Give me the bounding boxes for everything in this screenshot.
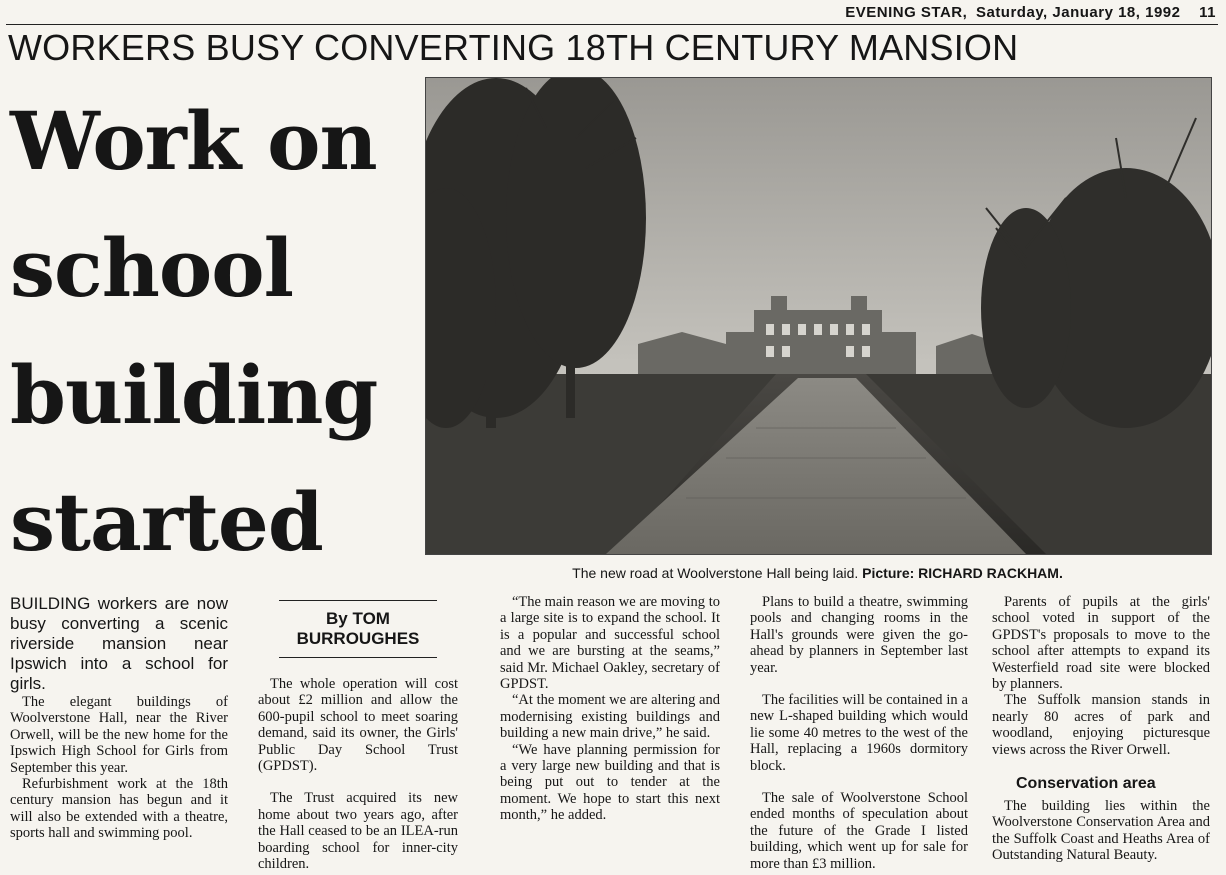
- article-column-3: [500, 594, 720, 824]
- article-column-2: [258, 594, 458, 872]
- article-paragraph: The building lies within the Woolverstone Conservation Area and the Suffolk Coast and Heaths Area of Outstanding Natural Beauty.: [992, 798, 1210, 864]
- photo-credit: Picture: RICHARD RACKHAM.: [862, 565, 1063, 581]
- article-paragraph: The Trust acquired its new home about two years ago, after the Hall ceased to be an ILEA-run boarding school for inner-city children.: [258, 790, 458, 873]
- main-headline: [10, 78, 420, 586]
- article-paragraph: “We have planning permission for a very large new building and that is being put out to tender at the moment. We hope to start this next month,” he added.: [500, 741, 720, 824]
- article-lede: BUILDING workers are now busy converting a scenic riverside mansion near Ipswich into a school for girls.: [10, 594, 228, 693]
- mansion-photo: [425, 77, 1212, 555]
- issue-date: Saturday, January 18, 1992: [975, 4, 1181, 21]
- article-paragraph: The whole operation will cost about £2 million and allow the 600-pupil school to meet soaring demand, said its owner, the Girls' Public Day School Trust (GPDST).: [258, 676, 458, 775]
- article-paragraph: Parents of pupils at the girls' school voted in support of the GPDST's proposals to move to the school after attempts to expand its Westerfield road site were blocked by planners.: [992, 594, 1210, 693]
- article-column-4: [750, 594, 968, 872]
- headline-line: building: [10, 348, 378, 442]
- article-paragraph: Plans to build a theatre, swimming pools and changing rooms in the Hall's grounds were given the go-ahead by planners in September last year.: [750, 594, 968, 676]
- headline-line: Work on: [10, 94, 377, 188]
- masthead: [841, 4, 1216, 21]
- article-paragraph: “The main reason we are moving to a large site is to expand the school. It is a popular and successful school and we are bursting at the seams,” said Mr. Michael Oakley, secretary of GPDST.: [500, 594, 720, 693]
- article-paragraph: The facilities will be contained in a new L-shaped building which would lie some 40 metres to the west of the Hall, replacing a 1960s dormitory block.: [750, 692, 968, 774]
- photo-caption: [425, 565, 1210, 581]
- kicker-headline: WORKERS BUSY CONVERTING 18TH CENTURY MANSION: [8, 27, 1019, 68]
- article-paragraph: The elegant buildings of Woolverstone Hall, near the River Orwell, will be the new home for the Ipswich High School for Girls from September this year.: [10, 694, 228, 776]
- byline-by: By TOM: [326, 609, 390, 628]
- headline-line: school: [10, 221, 294, 315]
- paper-name: EVENING STAR,: [845, 4, 968, 21]
- caption-text: The new road at Woolverstone Hall being laid.: [572, 565, 859, 581]
- article-paragraph: The Suffolk mansion stands in nearly 80 acres of park and woodland, enjoying picturesque views across the River Orwell.: [992, 692, 1210, 758]
- article-paragraph: The sale of Woolverstone School ended months of speculation about the future of the Grade I listed building, which went up for sale for more than £3 million.: [750, 790, 968, 872]
- article-column-1: [10, 594, 228, 842]
- article-paragraph: “At the moment we are altering and modernising existing buildings and building a new main drive,” he said.: [500, 692, 720, 742]
- headline-line: started: [10, 475, 323, 569]
- subheading: Conservation area: [1016, 775, 1156, 793]
- byline-name: BURROUGHES: [296, 629, 420, 648]
- article-column-5: [992, 594, 1210, 864]
- page-number: 11: [1199, 4, 1216, 21]
- byline: [279, 600, 437, 658]
- article-paragraph: Refurbishment work at the 18th century mansion has begun and it will also be extended with a theatre, sports hall and swimming pool.: [10, 776, 228, 842]
- masthead-rule: [6, 24, 1218, 25]
